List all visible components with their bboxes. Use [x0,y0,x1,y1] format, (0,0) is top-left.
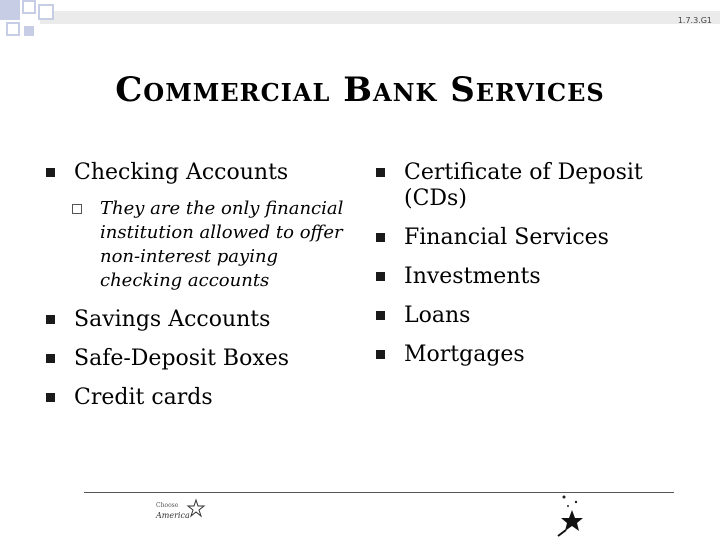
decor-square [0,0,20,20]
right-bullet-list [370,160,690,381]
list-item [40,385,350,411]
star-figure-logo [552,494,588,538]
decor-square [38,4,54,20]
decor-square [6,22,20,36]
sub-list-item-label: They are the only financial institution allowed to offer non-interest paying checking accounts [100,198,344,291]
list-item [370,225,690,251]
list-item [370,342,690,368]
list-item-label: Credit cards [74,385,213,410]
square-bullet-icon [376,168,385,177]
sub-list-item [40,197,350,293]
list-item-label: Loans [404,303,471,328]
list-item-label: Checking Accounts [74,160,289,185]
list-item [40,307,350,333]
square-bullet-icon [46,315,55,324]
list-item-label: Mortgages [404,342,525,367]
decor-square [22,0,36,14]
slide-number: 1.7.3.G1 [677,16,712,25]
square-bullet-icon [46,393,55,402]
square-bullet-icon [376,272,385,281]
left-bullet-list [40,160,350,424]
list-item [370,160,690,212]
list-item-label: Financial Services [404,225,609,250]
choose-america-logo [150,498,206,522]
square-bullet-icon [46,168,55,177]
list-item-label: Savings Accounts [74,307,271,332]
decor-square [24,26,34,36]
square-bullet-icon [46,354,55,363]
svg-text:America: America [156,511,190,520]
top-band [40,11,720,24]
slide-title: Commercial Bank Services [115,70,605,110]
list-item-label: Safe-Deposit Boxes [74,346,290,371]
list-item [40,346,350,372]
square-bullet-icon [376,311,385,320]
list-item-label: Investments [404,264,541,289]
square-bullet-icon [376,350,385,359]
hollow-square-bullet-icon [72,204,82,214]
square-bullet-icon [376,233,385,242]
svg-text:Choose: Choose [156,502,179,509]
list-item [370,264,690,290]
list-item [40,160,350,186]
list-item-label: Certificate of Deposit (CDs) [404,160,643,211]
list-item [370,303,690,329]
footer-divider [84,492,674,493]
